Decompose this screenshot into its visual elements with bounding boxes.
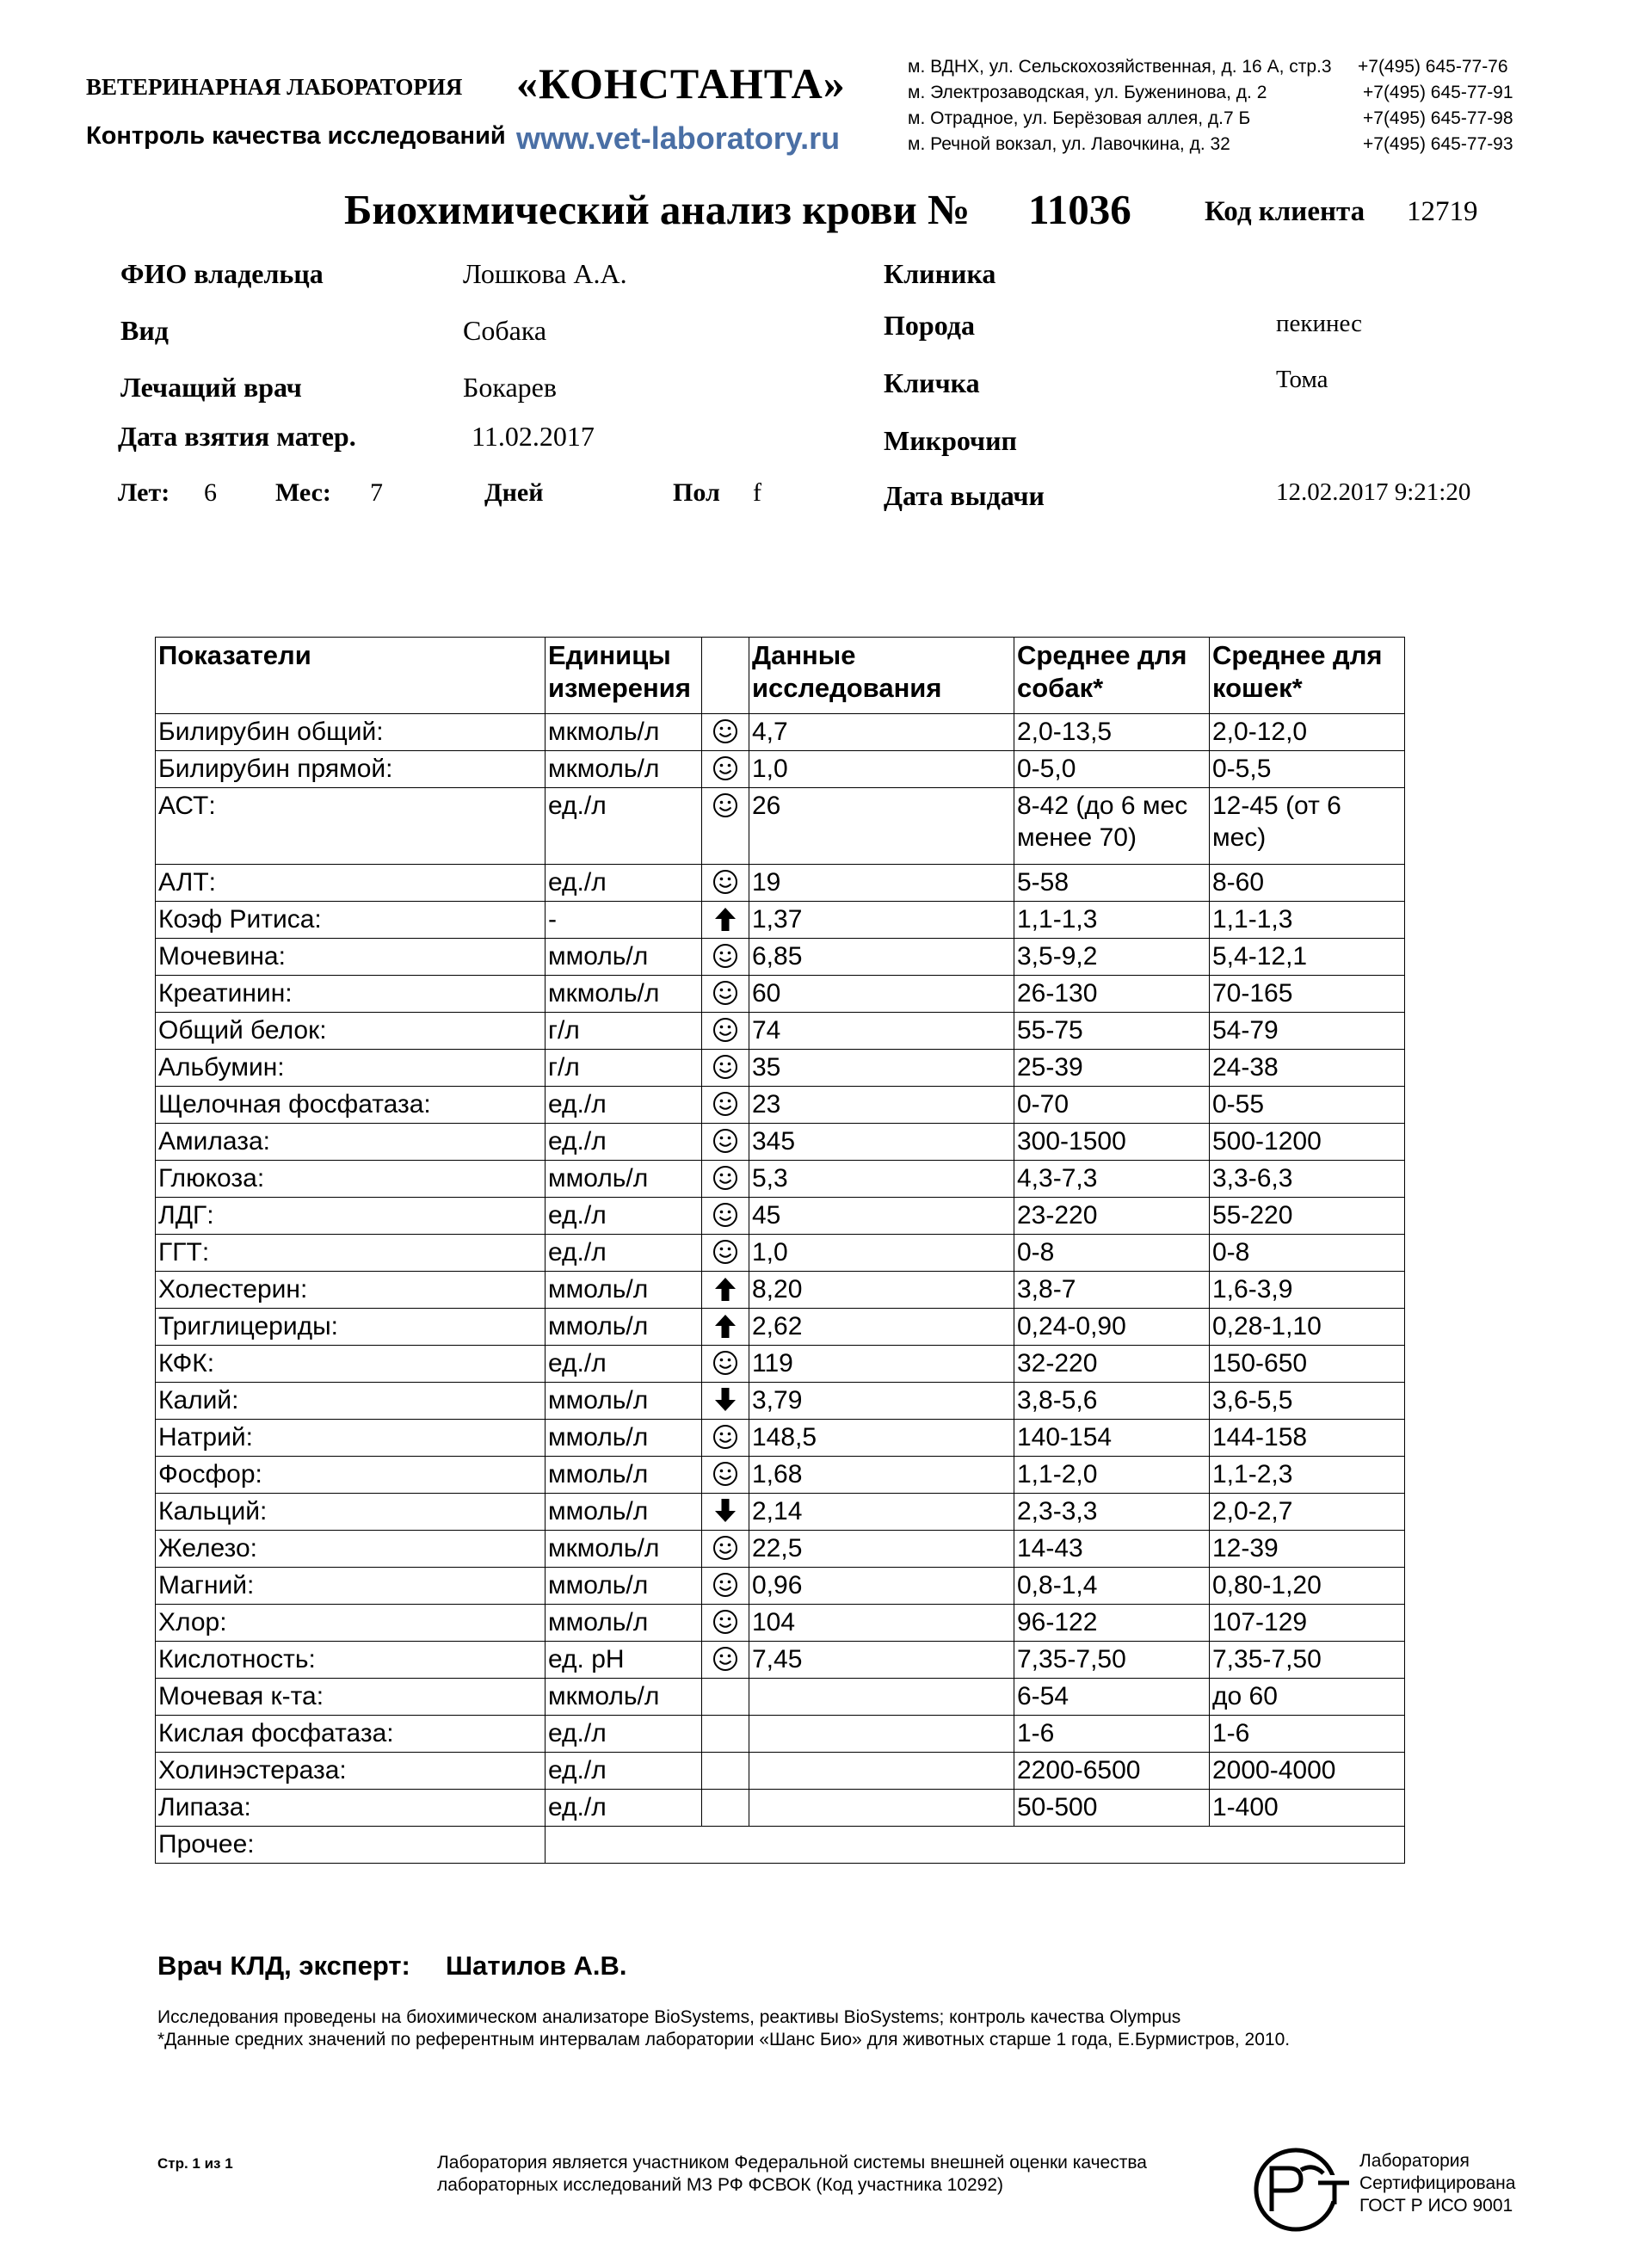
microchip-label: Микрочип [884, 425, 1017, 456]
table-row [156, 1605, 1405, 1642]
smiley-icon [712, 1125, 739, 1154]
value-cell: 60 [749, 976, 1014, 1013]
cats-range-cell: 2,0-2,7 [1210, 1494, 1405, 1531]
other-value [546, 1827, 1405, 1864]
value-cell: 104 [749, 1605, 1014, 1642]
table-row [156, 1494, 1405, 1531]
table-row [156, 1272, 1405, 1309]
unit-cell: мкмоль/л [546, 976, 702, 1013]
dogs-range-cell: 55-75 [1014, 1013, 1210, 1050]
cats-range-cell: 54-79 [1210, 1013, 1405, 1050]
arrow-up-icon [712, 903, 739, 932]
value-cell: 5,3 [749, 1161, 1014, 1198]
flag-cell [702, 1568, 749, 1605]
cert-line-3: ГОСТ Р ИСО 9001 [1359, 2196, 1513, 2216]
param-cell: КФК: [156, 1346, 546, 1383]
dogs-range-cell: 1,1-1,3 [1014, 902, 1210, 939]
value-cell [749, 1790, 1014, 1827]
client-code-label: Код клиента [1205, 196, 1365, 227]
issue-date-label: Дата выдачи [884, 480, 1045, 511]
dogs-range-cell: 3,8-7 [1014, 1272, 1210, 1309]
flag-cell [702, 1605, 749, 1642]
unit-cell: ммоль/л [546, 1457, 702, 1494]
table-row [156, 714, 1405, 751]
flag-cell [702, 1494, 749, 1531]
cats-range-cell: 7,35-7,50 [1210, 1642, 1405, 1679]
value-cell: 8,20 [749, 1272, 1014, 1309]
table-row [156, 1235, 1405, 1272]
unit-cell: ед./л [546, 1790, 702, 1827]
page-number: Стр. 1 из 1 [157, 2155, 233, 2172]
unit-cell: ммоль/л [546, 1161, 702, 1198]
smiley-icon [712, 1162, 739, 1191]
param-cell: Холинэстераза: [156, 1753, 546, 1790]
flag-cell [702, 1531, 749, 1568]
flag-cell [702, 714, 749, 751]
months-label: Мес: [275, 478, 331, 507]
branch-address: м. Речной вокзал, ул. Лавочкина, д. 32 [908, 134, 1230, 154]
issue-date-value: 12.02.2017 9:21:20 [1276, 478, 1471, 506]
param-cell: Альбумин: [156, 1050, 546, 1087]
arrow-up-icon [712, 1310, 739, 1339]
flag-cell [702, 1420, 749, 1457]
param-cell: Калий: [156, 1383, 546, 1420]
cats-range-cell: до 60 [1210, 1679, 1405, 1716]
flag-cell [702, 902, 749, 939]
value-cell: 23 [749, 1087, 1014, 1124]
param-cell: Липаза: [156, 1790, 546, 1827]
cats-range-cell: 5,4-12,1 [1210, 939, 1405, 976]
table-row [156, 1161, 1405, 1198]
unit-cell: ммоль/л [546, 1568, 702, 1605]
table-row [156, 1050, 1405, 1087]
client-code: 12719 [1407, 196, 1478, 227]
value-cell: 148,5 [749, 1420, 1014, 1457]
table-row [156, 939, 1405, 976]
unit-cell: - [546, 902, 702, 939]
value-cell: 119 [749, 1346, 1014, 1383]
unit-cell: ед. pH [546, 1642, 702, 1679]
flag-cell [702, 865, 749, 902]
smiley-icon [712, 1606, 739, 1635]
unit-cell: г/л [546, 1013, 702, 1050]
flag-cell [702, 1457, 749, 1494]
clinic-label: Клиника [884, 258, 996, 289]
flag-cell [702, 1642, 749, 1679]
days-label: Дней [484, 478, 544, 507]
rst-certification-logo [1246, 2144, 1351, 2235]
table-row [156, 1790, 1405, 1827]
dogs-range-cell: 0-8 [1014, 1235, 1210, 1272]
arrow-up-icon [712, 1273, 739, 1302]
unit-cell: мкмоль/л [546, 751, 702, 788]
header-units: Единицы измерения [546, 638, 702, 714]
cats-range-cell: 8-60 [1210, 865, 1405, 902]
sample-date-label: Дата взятия матер. [118, 421, 356, 452]
value-cell: 345 [749, 1124, 1014, 1161]
param-cell: ГГТ: [156, 1235, 546, 1272]
flag-cell [702, 1383, 749, 1420]
unit-cell: ед./л [546, 1753, 702, 1790]
value-cell: 35 [749, 1050, 1014, 1087]
smiley-icon [712, 1347, 739, 1376]
dogs-range-cell: 25-39 [1014, 1050, 1210, 1087]
flag-cell [702, 1346, 749, 1383]
table-row [156, 1716, 1405, 1753]
breed-value: пекинес [1276, 310, 1362, 337]
flag-cell [702, 1198, 749, 1235]
table-row [156, 788, 1405, 865]
unit-cell: ммоль/л [546, 1420, 702, 1457]
branch-phone: +7(495) 645-77-91 [1363, 83, 1513, 102]
branch-phone: +7(495) 645-77-93 [1363, 134, 1513, 154]
results-table [155, 637, 1405, 1864]
header-cats: Среднее для кошек* [1210, 638, 1405, 714]
smiley-icon [712, 716, 739, 744]
table-row [156, 865, 1405, 902]
dogs-range-cell: 300-1500 [1014, 1124, 1210, 1161]
cats-range-cell: 1,1-2,3 [1210, 1457, 1405, 1494]
cats-range-cell: 0,80-1,20 [1210, 1568, 1405, 1605]
flag-cell [702, 1161, 749, 1198]
table-row [156, 1642, 1405, 1679]
param-cell: Билирубин общий: [156, 714, 546, 751]
signature-name: Шатилов А.В. [446, 1951, 627, 1981]
flag-cell [702, 1050, 749, 1087]
cats-range-cell: 1-400 [1210, 1790, 1405, 1827]
unit-cell: ммоль/л [546, 1272, 702, 1309]
dogs-range-cell: 1,1-2,0 [1014, 1457, 1210, 1494]
header-dogs: Среднее для собак* [1014, 638, 1210, 714]
cert-line-1: Лаборатория [1359, 2151, 1470, 2171]
dogs-range-cell: 2200-6500 [1014, 1753, 1210, 1790]
param-cell: Мочевая к-та: [156, 1679, 546, 1716]
dogs-range-cell: 0,8-1,4 [1014, 1568, 1210, 1605]
dogs-range-cell: 23-220 [1014, 1198, 1210, 1235]
unit-cell: ед./л [546, 1087, 702, 1124]
header-data: Данные исследования [749, 638, 1014, 714]
param-cell: АСТ: [156, 788, 546, 865]
param-cell: АЛТ: [156, 865, 546, 902]
cats-range-cell: 1,6-3,9 [1210, 1272, 1405, 1309]
value-cell: 3,79 [749, 1383, 1014, 1420]
table-row [156, 1383, 1405, 1420]
flag-cell [702, 1013, 749, 1050]
dogs-range-cell: 0,24-0,90 [1014, 1309, 1210, 1346]
lab-name: ВЕТЕРИНАРНАЯ ЛАБОРАТОРИЯ [86, 74, 463, 100]
value-cell [749, 1679, 1014, 1716]
flag-cell [702, 939, 749, 976]
cats-range-cell: 150-650 [1210, 1346, 1405, 1383]
unit-cell: мкмоль/л [546, 1531, 702, 1568]
cats-range-cell: 1,1-1,3 [1210, 902, 1405, 939]
unit-cell: мкмоль/л [546, 714, 702, 751]
table-row [156, 1346, 1405, 1383]
smiley-icon [712, 940, 739, 969]
cats-range-cell: 1-6 [1210, 1716, 1405, 1753]
cats-range-cell: 2,0-12,0 [1210, 714, 1405, 751]
flag-cell [702, 1716, 749, 1753]
years-label: Лет: [118, 478, 170, 507]
unit-cell: ед./л [546, 1346, 702, 1383]
cats-range-cell: 144-158 [1210, 1420, 1405, 1457]
smiley-icon [712, 866, 739, 895]
branch-phone: +7(495) 645-77-76 [1358, 57, 1508, 77]
param-cell: Магний: [156, 1568, 546, 1605]
flag-cell [702, 751, 749, 788]
value-cell: 4,7 [749, 714, 1014, 751]
branch-phone: +7(495) 645-77-98 [1363, 108, 1513, 128]
table-row [156, 976, 1405, 1013]
owner-label: ФИО владельца [120, 258, 324, 289]
param-cell: Кальций: [156, 1494, 546, 1531]
dogs-range-cell: 32-220 [1014, 1346, 1210, 1383]
table-row [156, 1753, 1405, 1790]
cats-range-cell: 107-129 [1210, 1605, 1405, 1642]
breed-label: Порода [884, 310, 975, 341]
param-cell: Натрий: [156, 1420, 546, 1457]
cats-range-cell: 0-5,5 [1210, 751, 1405, 788]
dogs-range-cell: 140-154 [1014, 1420, 1210, 1457]
dogs-range-cell: 4,3-7,3 [1014, 1161, 1210, 1198]
pet-name-label: Кличка [884, 367, 980, 398]
years-value: 6 [204, 478, 217, 507]
flag-cell [702, 1309, 749, 1346]
param-cell: Щелочная фосфатаза: [156, 1087, 546, 1124]
dogs-range-cell: 6-54 [1014, 1679, 1210, 1716]
value-cell: 6,85 [749, 939, 1014, 976]
smiley-icon [712, 1458, 739, 1487]
unit-cell: г/л [546, 1050, 702, 1087]
smiley-icon [712, 753, 739, 781]
header-flag [702, 638, 749, 714]
flag-cell [702, 1087, 749, 1124]
param-cell: Фосфор: [156, 1457, 546, 1494]
dogs-range-cell: 2,3-3,3 [1014, 1494, 1210, 1531]
param-cell: Амилаза: [156, 1124, 546, 1161]
smiley-icon [712, 1199, 739, 1228]
value-cell: 1,0 [749, 1235, 1014, 1272]
flag-cell [702, 1790, 749, 1827]
value-cell: 0,96 [749, 1568, 1014, 1605]
dogs-range-cell: 0-70 [1014, 1087, 1210, 1124]
value-cell: 45 [749, 1198, 1014, 1235]
table-row [156, 1198, 1405, 1235]
unit-cell: ед./л [546, 1235, 702, 1272]
value-cell: 22,5 [749, 1531, 1014, 1568]
unit-cell: ед./л [546, 788, 702, 865]
smiley-icon [712, 1236, 739, 1265]
dogs-range-cell: 50-500 [1014, 1790, 1210, 1827]
dogs-range-cell: 96-122 [1014, 1605, 1210, 1642]
dogs-range-cell: 0-5,0 [1014, 751, 1210, 788]
dogs-range-cell: 3,5-9,2 [1014, 939, 1210, 976]
param-cell: Общий белок: [156, 1013, 546, 1050]
quality-tagline: Контроль качества исследований [86, 122, 506, 150]
header-param: Показатели [156, 638, 546, 714]
dogs-range-cell: 5-58 [1014, 865, 1210, 902]
dogs-range-cell: 14-43 [1014, 1531, 1210, 1568]
dogs-range-cell: 2,0-13,5 [1014, 714, 1210, 751]
analyzer-note: Исследования проведены на биохимическом анализаторе BioSystems, реактивы BioSystems; контроль качества Olympus [157, 2007, 1181, 2027]
unit-cell: ммоль/л [546, 1494, 702, 1531]
value-cell: 1,68 [749, 1457, 1014, 1494]
table-row [156, 1124, 1405, 1161]
reference-note: *Данные средних значений по референтным интервалам лаборатории «Шанс Био» для животных старше 1 года, Е.Бурмистров, 2010. [157, 2030, 1291, 2049]
unit-cell: ед./л [546, 865, 702, 902]
other-label: Прочее: [156, 1827, 546, 1864]
doctor-value: Бокарев [463, 372, 557, 403]
smiley-icon [712, 1532, 739, 1561]
cats-range-cell: 3,3-6,3 [1210, 1161, 1405, 1198]
cats-range-cell: 12-45 (от 6 мес) [1210, 788, 1405, 865]
param-cell: Кислая фосфатаза: [156, 1716, 546, 1753]
smiley-icon [712, 1643, 739, 1672]
param-cell: Мочевина: [156, 939, 546, 976]
website-link[interactable]: www.vet-laboratory.ru [516, 120, 841, 156]
smiley-icon [712, 1569, 739, 1598]
value-cell: 1,37 [749, 902, 1014, 939]
unit-cell: ммоль/л [546, 1309, 702, 1346]
table-row [156, 1568, 1405, 1605]
param-cell: Глюкоза: [156, 1161, 546, 1198]
table-row [156, 1309, 1405, 1346]
report-title: Биохимический анализ крови № [344, 186, 971, 233]
doctor-label: Лечащий врач [120, 372, 302, 403]
smiley-icon [712, 790, 739, 818]
unit-cell: ед./л [546, 1716, 702, 1753]
flag-cell [702, 1272, 749, 1309]
dogs-range-cell: 8-42 (до 6 мес менее 70) [1014, 788, 1210, 865]
cats-range-cell: 24-38 [1210, 1050, 1405, 1087]
value-cell: 1,0 [749, 751, 1014, 788]
table-row [156, 1679, 1405, 1716]
sample-date-value: 11.02.2017 [472, 421, 595, 452]
table-row-other [156, 1827, 1405, 1864]
table-row [156, 1013, 1405, 1050]
dogs-range-cell: 1-6 [1014, 1716, 1210, 1753]
unit-cell: ммоль/л [546, 1605, 702, 1642]
fsvok-line-1: Лаборатория является участником Федеральной системы внешней оценки качества [437, 2153, 1147, 2173]
smiley-icon [712, 1014, 739, 1043]
value-cell: 74 [749, 1013, 1014, 1050]
cats-range-cell: 2000-4000 [1210, 1753, 1405, 1790]
cats-range-cell: 55-220 [1210, 1198, 1405, 1235]
table-header-row [156, 638, 1405, 714]
flag-cell [702, 1753, 749, 1790]
flag-cell [702, 1235, 749, 1272]
param-cell: Билирубин прямой: [156, 751, 546, 788]
value-cell [749, 1716, 1014, 1753]
value-cell: 2,62 [749, 1309, 1014, 1346]
sex-value: f [753, 478, 761, 507]
signature-role: Врач КЛД, эксперт: [157, 1951, 410, 1981]
table-row [156, 902, 1405, 939]
species-label: Вид [120, 315, 169, 346]
cats-range-cell: 0,28-1,10 [1210, 1309, 1405, 1346]
table-row [156, 1420, 1405, 1457]
unit-cell: ед./л [546, 1198, 702, 1235]
param-cell: Кислотность: [156, 1642, 546, 1679]
flag-cell [702, 1679, 749, 1716]
param-cell: Железо: [156, 1531, 546, 1568]
param-cell: Креатинин: [156, 976, 546, 1013]
flag-cell [702, 1124, 749, 1161]
dogs-range-cell: 3,8-5,6 [1014, 1383, 1210, 1420]
unit-cell: ммоль/л [546, 939, 702, 976]
table-row [156, 1457, 1405, 1494]
unit-cell: ед./л [546, 1124, 702, 1161]
param-cell: ЛДГ: [156, 1198, 546, 1235]
dogs-range-cell: 7,35-7,50 [1014, 1642, 1210, 1679]
flag-cell [702, 788, 749, 865]
cert-line-2: Сертифицирована [1359, 2173, 1516, 2193]
species-value: Собака [463, 315, 547, 346]
param-cell: Коэф Ритиса: [156, 902, 546, 939]
branch-address: м. Отрадное, ул. Берёзовая аллея, д.7 Б [908, 108, 1251, 128]
value-cell: 19 [749, 865, 1014, 902]
cats-range-cell: 70-165 [1210, 976, 1405, 1013]
lab-brand: «КОНСТАНТА» [516, 59, 846, 108]
param-cell: Холестерин: [156, 1272, 546, 1309]
smiley-icon [712, 977, 739, 1006]
fsvok-line-2: лабораторных исследований МЗ РФ ФСВОК (Код участника 10292) [437, 2175, 1004, 2195]
flag-cell [702, 976, 749, 1013]
branch-address: м. ВДНХ, ул. Сельскохозяйственная, д. 16 А, стр.3 [908, 57, 1332, 77]
cats-range-cell: 0-55 [1210, 1087, 1405, 1124]
arrow-down-icon [712, 1495, 739, 1524]
report-number: 11036 [1028, 186, 1131, 233]
value-cell [749, 1753, 1014, 1790]
value-cell: 2,14 [749, 1494, 1014, 1531]
owner-value: Лошкова А.А. [463, 258, 627, 289]
param-cell: Триглицериды: [156, 1309, 546, 1346]
branch-address: м. Электрозаводская, ул. Буженинова, д. 2 [908, 83, 1267, 102]
param-cell: Хлор: [156, 1605, 546, 1642]
months-value: 7 [370, 478, 383, 507]
table-row [156, 751, 1405, 788]
value-cell: 7,45 [749, 1642, 1014, 1679]
pet-name-value: Тома [1276, 366, 1328, 393]
cats-range-cell: 500-1200 [1210, 1124, 1405, 1161]
arrow-down-icon [712, 1384, 739, 1413]
cats-range-cell: 12-39 [1210, 1531, 1405, 1568]
smiley-icon [712, 1421, 739, 1450]
cats-range-cell: 3,6-5,5 [1210, 1383, 1405, 1420]
smiley-icon [712, 1088, 739, 1117]
sex-label: Пол [673, 478, 720, 507]
unit-cell: мкмоль/л [546, 1679, 702, 1716]
cats-range-cell: 0-8 [1210, 1235, 1405, 1272]
value-cell: 26 [749, 788, 1014, 865]
table-row [156, 1087, 1405, 1124]
table-row [156, 1531, 1405, 1568]
unit-cell: ммоль/л [546, 1383, 702, 1420]
smiley-icon [712, 1051, 739, 1080]
dogs-range-cell: 26-130 [1014, 976, 1210, 1013]
